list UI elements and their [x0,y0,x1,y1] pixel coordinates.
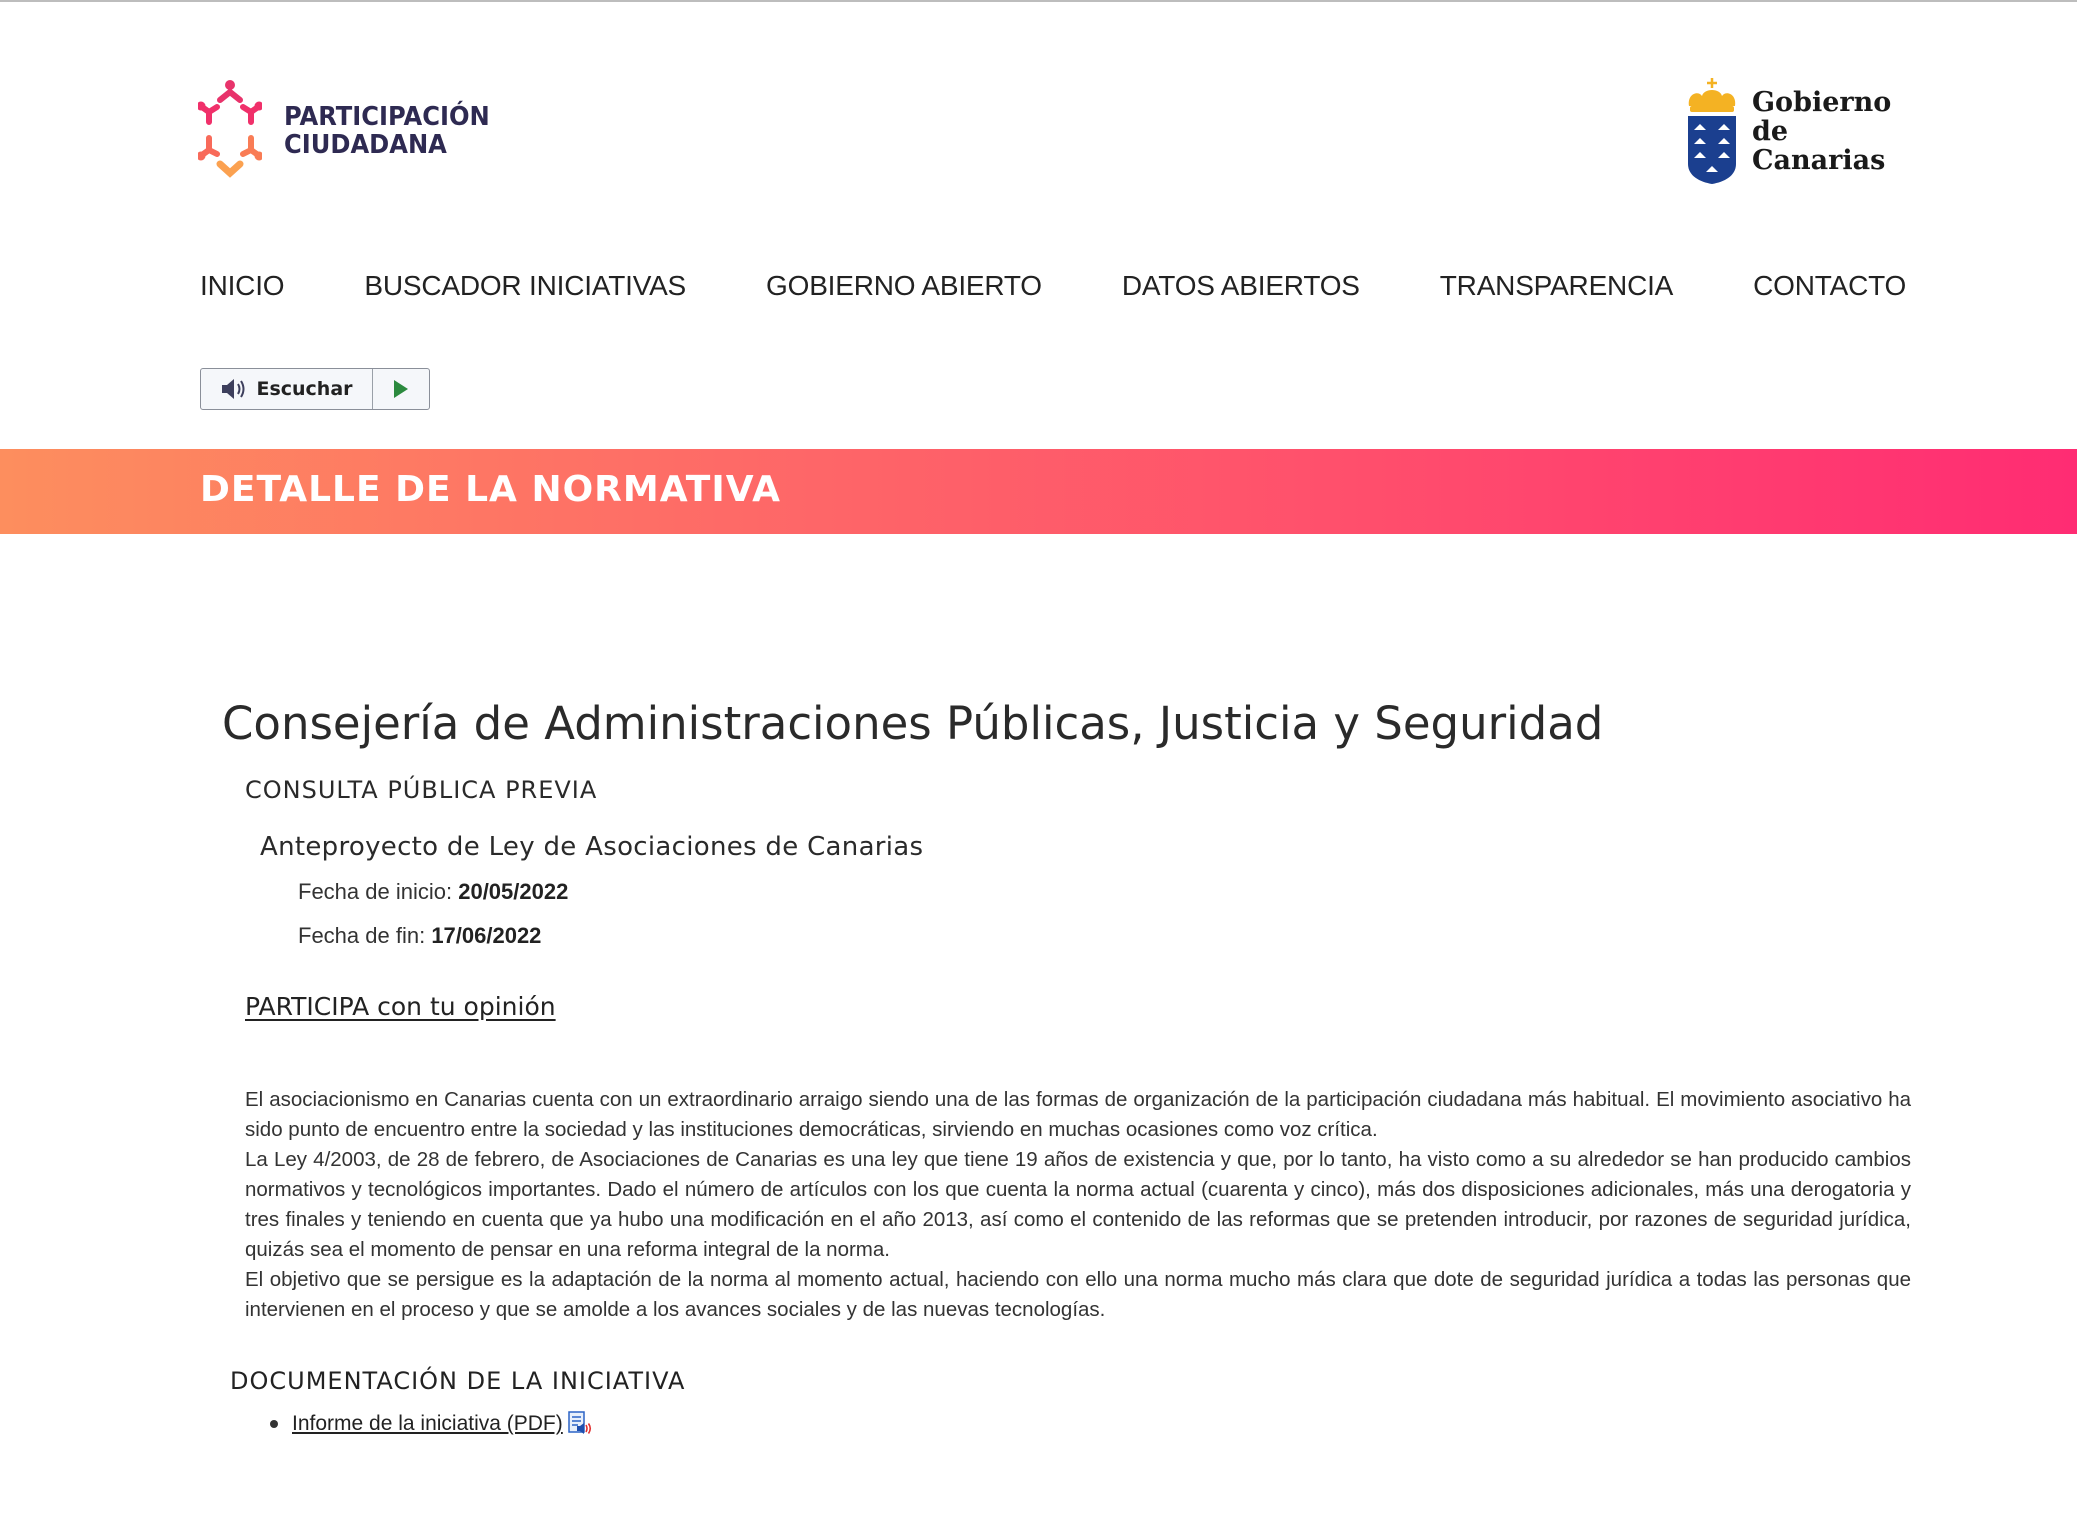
start-date-value: 20/05/2022 [458,879,569,904]
nav-gobierno-abierto[interactable]: GOBIERNO ABIERTO [766,270,1042,301]
participa-link[interactable]: PARTICIPA con tu opinión [245,992,556,1021]
initiative-description [245,1085,1911,1325]
description-paragraph: El asociacionismo en Canarias cuenta con un extraordinario arraigo siendo una de las formas de organización de la participación ciudadana más habitual. El movimiento asociativo ha sido punto de encuentro entre la sociedad y las instituciones democráticas, sirviendo en muchas ocasiones como voz crítica. [245,1088,1911,1141]
bullet-icon [270,1420,278,1428]
speaker-icon [220,378,248,400]
listen-label: Escuchar [256,378,353,400]
main-nav [200,270,1906,302]
nav-transparencia[interactable]: TRANSPARENCIA [1439,270,1674,301]
read-aloud-icon[interactable] [567,1411,593,1437]
nav-datos-abiertos[interactable]: DATOS ABIERTOS [1121,270,1360,301]
nav-contacto[interactable]: CONTACTO [1753,270,1907,301]
consejeria-heading: Consejería de Administraciones Públicas, Justicia y Seguridad [222,697,1604,750]
end-date [298,923,541,949]
play-button[interactable] [373,369,429,409]
description-paragraph: El objetivo que se persigue es la adaptación de la norma al momento actual, haciendo con ello una norma mucho más clara que dote de seguridad jurídica a todas las personas que intervienen en el proceso y que se amolde a los avances sociales y de las nuevas tecnologías. [245,1268,1911,1321]
start-date-label: Fecha de inicio: [298,879,453,904]
participation-hexagon-icon [198,76,262,186]
logo-line1: PARTICIPACIÓN [284,102,490,132]
gobierno-canarias-wordmark [1752,88,1914,175]
documentation-list [270,1411,593,1437]
logo-line2: CIUDADANA [284,130,447,160]
consultation-type: CONSULTA PÚBLICA PREVIA [245,776,598,804]
nav-inicio[interactable]: INICIO [200,270,285,301]
listen-button[interactable] [201,369,372,409]
gobierno-canarias-logo[interactable] [1684,76,1914,186]
initiative-title: Anteproyecto de Ley de Asociaciones de Canarias [260,832,924,862]
logo-line1: Gobierno [1752,86,1892,118]
participacion-ciudadana-wordmark [284,103,490,159]
page-banner [0,449,2077,534]
end-date-label: Fecha de fin: [298,923,426,948]
play-icon [393,379,409,399]
participacion-ciudadana-logo[interactable] [198,76,538,186]
end-date-value: 17/06/2022 [431,923,542,948]
listen-widget [200,368,430,410]
start-date [298,879,568,905]
document-link-informe[interactable]: Informe de la iniciativa (PDF) [292,1412,563,1435]
document-item [270,1411,593,1437]
documentation-heading: DOCUMENTACIÓN DE LA INICIATIVA [230,1367,686,1395]
page-title: DETALLE DE LA NORMATIVA [200,469,782,510]
nav-buscador-iniciativas[interactable]: BUSCADOR INICIATIVAS [364,270,687,301]
logo-line2: de Canarias [1752,115,1886,176]
description-paragraph: La Ley 4/2003, de 28 de febrero, de Asociaciones de Canarias es una ley que tiene 19 años de existencia y que, por lo tanto, ha visto como a su alrededor se han producido cambios normativos y tecnológicos importantes. Dado el número de artículos con los que cuenta la norma actual (cuarenta y cinco), más dos disposiciones adicionales, más una derogatoria y tres finales y teniendo en cuenta que ya hubo una modificación en el año 2013, así como el contenido de las reformas que se pretenden introducir, por razones de seguridad jurídica, quizás sea el momento de pensar en una reforma integral de la norma. [245,1148,1911,1261]
canarias-coat-of-arms-icon [1684,76,1740,186]
